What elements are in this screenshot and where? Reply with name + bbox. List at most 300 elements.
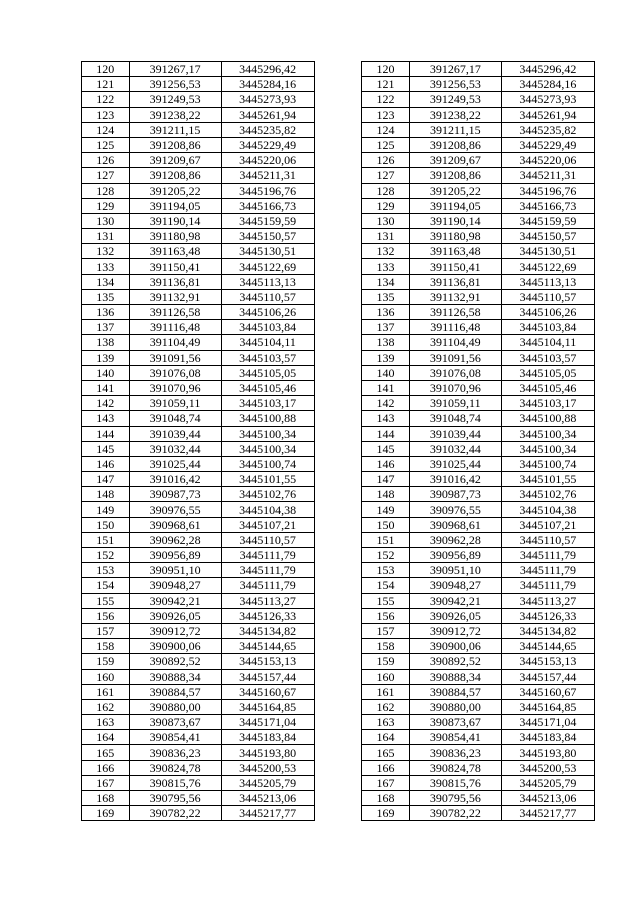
right-point-number-cell: 128 [362, 183, 410, 198]
right-y-coordinate-cell: 3445193,80 [501, 745, 594, 760]
right-y-coordinate-cell: 3445296,42 [501, 62, 594, 77]
column-gap [314, 320, 362, 335]
table-row [82, 730, 595, 745]
right-y-coordinate-cell: 3445235,82 [501, 122, 594, 137]
right-point-number-cell: 165 [362, 745, 410, 760]
left-y-coordinate-cell: 3445220,06 [221, 153, 314, 168]
right-y-coordinate-cell: 3445211,31 [501, 168, 594, 183]
left-x-coordinate-cell: 391016,42 [129, 472, 221, 487]
column-gap [314, 92, 362, 107]
left-point-number-cell: 157 [82, 623, 130, 638]
table-row [82, 229, 595, 244]
right-point-number-cell: 146 [362, 456, 410, 471]
right-y-coordinate-cell: 3445103,84 [501, 320, 594, 335]
table-row [82, 517, 595, 532]
column-gap [314, 122, 362, 137]
right-x-coordinate-cell: 391211,15 [409, 122, 501, 137]
left-point-number-cell: 132 [82, 244, 130, 259]
table-row [82, 305, 595, 320]
right-x-coordinate-cell: 391208,86 [409, 168, 501, 183]
left-x-coordinate-cell: 390795,56 [129, 791, 221, 806]
left-y-coordinate-cell: 3445205,79 [221, 775, 314, 790]
right-x-coordinate-cell: 391025,44 [409, 456, 501, 471]
right-y-coordinate-cell: 3445159,59 [501, 213, 594, 228]
right-y-coordinate-cell: 3445100,34 [501, 441, 594, 456]
right-y-coordinate-cell: 3445144,65 [501, 639, 594, 654]
left-point-number-cell: 122 [82, 92, 130, 107]
right-x-coordinate-cell: 390962,28 [409, 532, 501, 547]
left-point-number-cell: 137 [82, 320, 130, 335]
column-gap [314, 350, 362, 365]
left-y-coordinate-cell: 3445183,84 [221, 730, 314, 745]
right-y-coordinate-cell: 3445113,13 [501, 274, 594, 289]
column-gap [314, 654, 362, 669]
right-y-coordinate-cell: 3445122,69 [501, 259, 594, 274]
left-y-coordinate-cell: 3445171,04 [221, 715, 314, 730]
left-point-number-cell: 127 [82, 168, 130, 183]
right-y-coordinate-cell: 3445134,82 [501, 623, 594, 638]
left-x-coordinate-cell: 390968,61 [129, 517, 221, 532]
right-y-coordinate-cell: 3445111,79 [501, 578, 594, 593]
column-gap [314, 259, 362, 274]
right-y-coordinate-cell: 3445104,38 [501, 502, 594, 517]
column-gap [314, 684, 362, 699]
left-x-coordinate-cell: 391209,67 [129, 153, 221, 168]
right-y-coordinate-cell: 3445107,21 [501, 517, 594, 532]
right-x-coordinate-cell: 391267,17 [409, 62, 501, 77]
right-point-number-cell: 152 [362, 548, 410, 563]
table-row [82, 791, 595, 806]
column-gap [314, 107, 362, 122]
right-x-coordinate-cell: 391249,53 [409, 92, 501, 107]
left-y-coordinate-cell: 3445113,27 [221, 593, 314, 608]
left-point-number-cell: 124 [82, 122, 130, 137]
left-y-coordinate-cell: 3445126,33 [221, 608, 314, 623]
table-row [82, 411, 595, 426]
column-gap [314, 168, 362, 183]
left-x-coordinate-cell: 391211,15 [129, 122, 221, 137]
right-y-coordinate-cell: 3445166,73 [501, 198, 594, 213]
left-y-coordinate-cell: 3445110,57 [221, 532, 314, 547]
left-point-number-cell: 159 [82, 654, 130, 669]
left-y-coordinate-cell: 3445159,59 [221, 213, 314, 228]
left-point-number-cell: 165 [82, 745, 130, 760]
left-y-coordinate-cell: 3445122,69 [221, 259, 314, 274]
column-gap [314, 563, 362, 578]
table-row [82, 441, 595, 456]
table-row [82, 92, 595, 107]
left-point-number-cell: 152 [82, 548, 130, 563]
left-point-number-cell: 166 [82, 760, 130, 775]
right-y-coordinate-cell: 3445183,84 [501, 730, 594, 745]
right-point-number-cell: 154 [362, 578, 410, 593]
left-x-coordinate-cell: 391194,05 [129, 198, 221, 213]
left-x-coordinate-cell: 390962,28 [129, 532, 221, 547]
right-y-coordinate-cell: 3445171,04 [501, 715, 594, 730]
left-point-number-cell: 158 [82, 639, 130, 654]
right-x-coordinate-cell: 390873,67 [409, 715, 501, 730]
left-point-number-cell: 167 [82, 775, 130, 790]
right-point-number-cell: 139 [362, 350, 410, 365]
left-y-coordinate-cell: 3445103,84 [221, 320, 314, 335]
right-x-coordinate-cell: 391016,42 [409, 472, 501, 487]
table-row [82, 396, 595, 411]
left-point-number-cell: 142 [82, 396, 130, 411]
right-y-coordinate-cell: 3445113,27 [501, 593, 594, 608]
left-y-coordinate-cell: 3445111,79 [221, 548, 314, 563]
left-point-number-cell: 163 [82, 715, 130, 730]
right-point-number-cell: 134 [362, 274, 410, 289]
left-point-number-cell: 151 [82, 532, 130, 547]
left-x-coordinate-cell: 391132,91 [129, 289, 221, 304]
left-x-coordinate-cell: 391076,08 [129, 365, 221, 380]
table-row [82, 122, 595, 137]
left-x-coordinate-cell: 391180,98 [129, 229, 221, 244]
right-x-coordinate-cell: 390884,57 [409, 684, 501, 699]
left-y-coordinate-cell: 3445100,34 [221, 441, 314, 456]
left-x-coordinate-cell: 391059,11 [129, 396, 221, 411]
column-gap [314, 487, 362, 502]
left-point-number-cell: 145 [82, 441, 130, 456]
right-x-coordinate-cell: 391163,48 [409, 244, 501, 259]
coordinates-table-body [82, 62, 595, 821]
left-point-number-cell: 148 [82, 487, 130, 502]
column-gap [314, 77, 362, 92]
left-point-number-cell: 135 [82, 289, 130, 304]
table-row [82, 472, 595, 487]
right-x-coordinate-cell: 390926,05 [409, 608, 501, 623]
left-y-coordinate-cell: 3445235,82 [221, 122, 314, 137]
left-x-coordinate-cell: 391205,22 [129, 183, 221, 198]
table-row [82, 274, 595, 289]
table-row [82, 107, 595, 122]
left-point-number-cell: 129 [82, 198, 130, 213]
right-point-number-cell: 124 [362, 122, 410, 137]
table-row [82, 350, 595, 365]
column-gap [314, 153, 362, 168]
table-row [82, 320, 595, 335]
column-gap [314, 213, 362, 228]
table-row [82, 380, 595, 395]
column-gap [314, 137, 362, 152]
column-gap [314, 760, 362, 775]
left-y-coordinate-cell: 3445104,38 [221, 502, 314, 517]
left-x-coordinate-cell: 391208,86 [129, 137, 221, 152]
left-y-coordinate-cell: 3445100,74 [221, 456, 314, 471]
table-row [82, 289, 595, 304]
column-gap [314, 775, 362, 790]
right-point-number-cell: 164 [362, 730, 410, 745]
column-gap [314, 426, 362, 441]
column-gap [314, 411, 362, 426]
right-point-number-cell: 130 [362, 213, 410, 228]
column-gap [314, 593, 362, 608]
column-gap [314, 62, 362, 77]
left-x-coordinate-cell: 390926,05 [129, 608, 221, 623]
table-row [82, 502, 595, 517]
left-y-coordinate-cell: 3445134,82 [221, 623, 314, 638]
left-y-coordinate-cell: 3445261,94 [221, 107, 314, 122]
right-y-coordinate-cell: 3445164,85 [501, 699, 594, 714]
left-x-coordinate-cell: 391048,74 [129, 411, 221, 426]
left-x-coordinate-cell: 390836,23 [129, 745, 221, 760]
left-x-coordinate-cell: 390976,55 [129, 502, 221, 517]
left-x-coordinate-cell: 390884,57 [129, 684, 221, 699]
left-y-coordinate-cell: 3445166,73 [221, 198, 314, 213]
left-point-number-cell: 154 [82, 578, 130, 593]
left-point-number-cell: 169 [82, 806, 130, 821]
left-x-coordinate-cell: 390951,10 [129, 563, 221, 578]
left-x-coordinate-cell: 390892,52 [129, 654, 221, 669]
right-point-number-cell: 169 [362, 806, 410, 821]
column-gap [314, 517, 362, 532]
table-row [82, 137, 595, 152]
column-gap [314, 365, 362, 380]
right-point-number-cell: 149 [362, 502, 410, 517]
table-row [82, 62, 595, 77]
left-x-coordinate-cell: 390900,06 [129, 639, 221, 654]
right-point-number-cell: 126 [362, 153, 410, 168]
left-y-coordinate-cell: 3445196,76 [221, 183, 314, 198]
right-point-number-cell: 125 [362, 137, 410, 152]
right-x-coordinate-cell: 391136,81 [409, 274, 501, 289]
right-point-number-cell: 127 [362, 168, 410, 183]
table-row [82, 563, 595, 578]
column-gap [314, 669, 362, 684]
table-row [82, 775, 595, 790]
right-x-coordinate-cell: 391238,22 [409, 107, 501, 122]
left-point-number-cell: 126 [82, 153, 130, 168]
left-y-coordinate-cell: 3445110,57 [221, 289, 314, 304]
column-gap [314, 380, 362, 395]
right-x-coordinate-cell: 390795,56 [409, 791, 501, 806]
left-y-coordinate-cell: 3445164,85 [221, 699, 314, 714]
right-y-coordinate-cell: 3445284,16 [501, 77, 594, 92]
column-gap [314, 745, 362, 760]
left-point-number-cell: 155 [82, 593, 130, 608]
table-row [82, 578, 595, 593]
right-y-coordinate-cell: 3445100,74 [501, 456, 594, 471]
right-point-number-cell: 133 [362, 259, 410, 274]
left-y-coordinate-cell: 3445217,77 [221, 806, 314, 821]
right-point-number-cell: 136 [362, 305, 410, 320]
left-x-coordinate-cell: 391126,58 [129, 305, 221, 320]
left-x-coordinate-cell: 391163,48 [129, 244, 221, 259]
left-y-coordinate-cell: 3445111,79 [221, 563, 314, 578]
table-row [82, 335, 595, 350]
left-point-number-cell: 164 [82, 730, 130, 745]
right-point-number-cell: 138 [362, 335, 410, 350]
right-y-coordinate-cell: 3445196,76 [501, 183, 594, 198]
left-y-coordinate-cell: 3445150,57 [221, 229, 314, 244]
right-x-coordinate-cell: 391150,41 [409, 259, 501, 274]
left-y-coordinate-cell: 3445229,49 [221, 137, 314, 152]
left-point-number-cell: 156 [82, 608, 130, 623]
right-y-coordinate-cell: 3445130,51 [501, 244, 594, 259]
column-gap [314, 198, 362, 213]
column-gap [314, 715, 362, 730]
left-x-coordinate-cell: 391116,48 [129, 320, 221, 335]
right-x-coordinate-cell: 390782,22 [409, 806, 501, 821]
right-x-coordinate-cell: 390987,73 [409, 487, 501, 502]
right-point-number-cell: 123 [362, 107, 410, 122]
right-x-coordinate-cell: 391039,44 [409, 426, 501, 441]
column-gap [314, 791, 362, 806]
right-x-coordinate-cell: 390968,61 [409, 517, 501, 532]
right-y-coordinate-cell: 3445106,26 [501, 305, 594, 320]
right-x-coordinate-cell: 390942,21 [409, 593, 501, 608]
column-gap [314, 305, 362, 320]
left-point-number-cell: 153 [82, 563, 130, 578]
left-y-coordinate-cell: 3445105,05 [221, 365, 314, 380]
column-gap [314, 639, 362, 654]
table-row [82, 715, 595, 730]
right-point-number-cell: 160 [362, 669, 410, 684]
column-gap [314, 472, 362, 487]
right-x-coordinate-cell: 390956,89 [409, 548, 501, 563]
left-y-coordinate-cell: 3445107,21 [221, 517, 314, 532]
column-gap [314, 730, 362, 745]
right-point-number-cell: 151 [362, 532, 410, 547]
left-x-coordinate-cell: 390956,89 [129, 548, 221, 563]
left-x-coordinate-cell: 391190,14 [129, 213, 221, 228]
left-point-number-cell: 139 [82, 350, 130, 365]
table-row [82, 548, 595, 563]
table-row [82, 639, 595, 654]
right-x-coordinate-cell: 391194,05 [409, 198, 501, 213]
right-point-number-cell: 163 [362, 715, 410, 730]
left-point-number-cell: 143 [82, 411, 130, 426]
right-x-coordinate-cell: 391070,96 [409, 380, 501, 395]
left-x-coordinate-cell: 390888,34 [129, 669, 221, 684]
left-x-coordinate-cell: 391070,96 [129, 380, 221, 395]
right-x-coordinate-cell: 391190,14 [409, 213, 501, 228]
left-x-coordinate-cell: 391025,44 [129, 456, 221, 471]
left-x-coordinate-cell: 390873,67 [129, 715, 221, 730]
left-y-coordinate-cell: 3445284,16 [221, 77, 314, 92]
right-x-coordinate-cell: 391205,22 [409, 183, 501, 198]
column-gap [314, 806, 362, 821]
table-row [82, 669, 595, 684]
right-x-coordinate-cell: 390912,72 [409, 623, 501, 638]
right-point-number-cell: 159 [362, 654, 410, 669]
column-gap [314, 441, 362, 456]
left-y-coordinate-cell: 3445104,11 [221, 335, 314, 350]
left-y-coordinate-cell: 3445100,34 [221, 426, 314, 441]
table-row [82, 487, 595, 502]
right-x-coordinate-cell: 391256,53 [409, 77, 501, 92]
left-point-number-cell: 144 [82, 426, 130, 441]
table-row [82, 244, 595, 259]
right-point-number-cell: 122 [362, 92, 410, 107]
right-point-number-cell: 143 [362, 411, 410, 426]
right-y-coordinate-cell: 3445110,57 [501, 289, 594, 304]
column-gap [314, 396, 362, 411]
column-gap [314, 335, 362, 350]
left-x-coordinate-cell: 390987,73 [129, 487, 221, 502]
right-x-coordinate-cell: 391132,91 [409, 289, 501, 304]
right-y-coordinate-cell: 3445103,17 [501, 396, 594, 411]
left-point-number-cell: 125 [82, 137, 130, 152]
left-y-coordinate-cell: 3445105,46 [221, 380, 314, 395]
left-y-coordinate-cell: 3445130,51 [221, 244, 314, 259]
left-point-number-cell: 133 [82, 259, 130, 274]
left-y-coordinate-cell: 3445101,55 [221, 472, 314, 487]
left-point-number-cell: 168 [82, 791, 130, 806]
table-row [82, 699, 595, 714]
right-y-coordinate-cell: 3445273,93 [501, 92, 594, 107]
left-y-coordinate-cell: 3445211,31 [221, 168, 314, 183]
right-point-number-cell: 140 [362, 365, 410, 380]
table-row [82, 198, 595, 213]
right-x-coordinate-cell: 391180,98 [409, 229, 501, 244]
right-point-number-cell: 158 [362, 639, 410, 654]
left-x-coordinate-cell: 390824,78 [129, 760, 221, 775]
left-point-number-cell: 161 [82, 684, 130, 699]
right-x-coordinate-cell: 390892,52 [409, 654, 501, 669]
left-x-coordinate-cell: 391032,44 [129, 441, 221, 456]
left-x-coordinate-cell: 390948,27 [129, 578, 221, 593]
table-row [82, 760, 595, 775]
left-x-coordinate-cell: 391267,17 [129, 62, 221, 77]
left-point-number-cell: 150 [82, 517, 130, 532]
right-x-coordinate-cell: 390880,00 [409, 699, 501, 714]
left-y-coordinate-cell: 3445157,44 [221, 669, 314, 684]
left-y-coordinate-cell: 3445100,88 [221, 411, 314, 426]
right-x-coordinate-cell: 391209,67 [409, 153, 501, 168]
right-y-coordinate-cell: 3445160,67 [501, 684, 594, 699]
right-point-number-cell: 167 [362, 775, 410, 790]
right-point-number-cell: 137 [362, 320, 410, 335]
left-x-coordinate-cell: 391039,44 [129, 426, 221, 441]
right-y-coordinate-cell: 3445150,57 [501, 229, 594, 244]
table-row [82, 456, 595, 471]
right-point-number-cell: 168 [362, 791, 410, 806]
right-point-number-cell: 135 [362, 289, 410, 304]
table-row [82, 426, 595, 441]
right-x-coordinate-cell: 391059,11 [409, 396, 501, 411]
right-x-coordinate-cell: 390815,76 [409, 775, 501, 790]
left-x-coordinate-cell: 391104,49 [129, 335, 221, 350]
column-gap [314, 578, 362, 593]
left-x-coordinate-cell: 391249,53 [129, 92, 221, 107]
left-y-coordinate-cell: 3445103,17 [221, 396, 314, 411]
right-y-coordinate-cell: 3445104,11 [501, 335, 594, 350]
left-point-number-cell: 131 [82, 229, 130, 244]
left-point-number-cell: 138 [82, 335, 130, 350]
left-x-coordinate-cell: 390782,22 [129, 806, 221, 821]
table-row [82, 623, 595, 638]
left-x-coordinate-cell: 390880,00 [129, 699, 221, 714]
right-x-coordinate-cell: 391091,56 [409, 350, 501, 365]
left-point-number-cell: 134 [82, 274, 130, 289]
right-point-number-cell: 157 [362, 623, 410, 638]
left-point-number-cell: 136 [82, 305, 130, 320]
right-y-coordinate-cell: 3445261,94 [501, 107, 594, 122]
right-point-number-cell: 161 [362, 684, 410, 699]
right-point-number-cell: 156 [362, 608, 410, 623]
right-y-coordinate-cell: 3445153,13 [501, 654, 594, 669]
column-gap [314, 274, 362, 289]
right-x-coordinate-cell: 391104,49 [409, 335, 501, 350]
column-gap [314, 548, 362, 563]
table-row [82, 684, 595, 699]
right-point-number-cell: 120 [362, 62, 410, 77]
right-point-number-cell: 131 [362, 229, 410, 244]
right-point-number-cell: 150 [362, 517, 410, 532]
table-row [82, 153, 595, 168]
table-row [82, 608, 595, 623]
